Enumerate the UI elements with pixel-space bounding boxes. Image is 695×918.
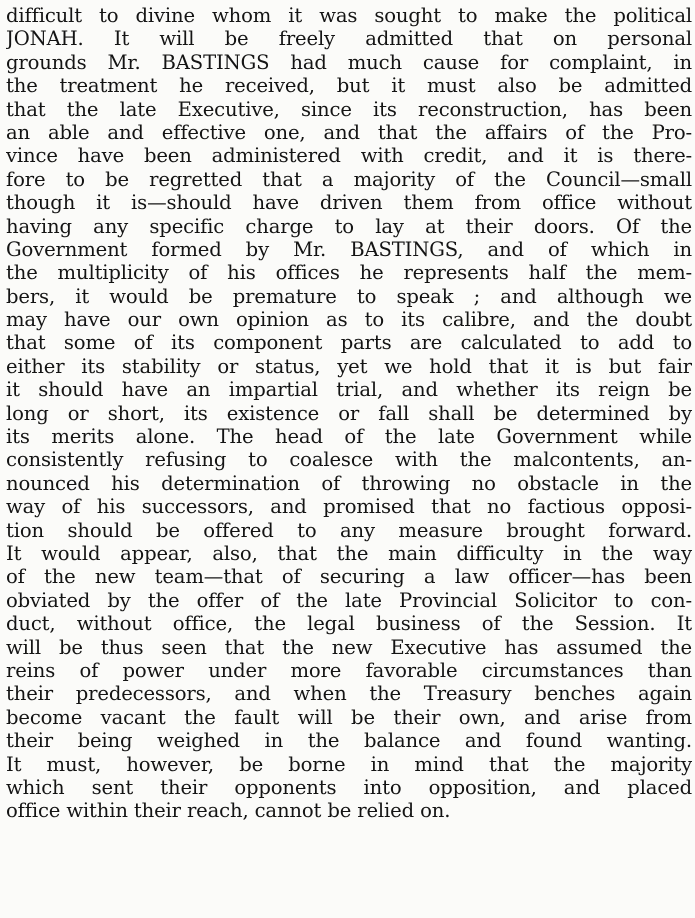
- article-line: fore to be regretted that a majority of the Council—small: [6, 167, 692, 191]
- article-line: that the late Executive, since its reconstruction, has been: [6, 97, 692, 121]
- article-line: office within their reach, cannot be relied on.: [6, 799, 451, 823]
- article-line: that some of its component parts are calculated to add to: [6, 331, 692, 355]
- article-line: may have our own opinion as to its calibre, and the doubt: [6, 308, 692, 332]
- article-line: Government formed by Mr. BASTINGS, and of which in: [6, 237, 692, 261]
- article-line: an able and effective one, and that the affairs of the Pro-: [6, 120, 692, 144]
- article-line: consistently refusing to coalesce with the malcontents, an-: [6, 448, 692, 472]
- article-line: it should have an impartial trial, and whether its reign be: [6, 378, 692, 402]
- article-line: either its stability or status, yet we hold that it is but fair: [6, 354, 692, 378]
- article-line: It would appear, also, that the main difficulty in the way: [6, 541, 692, 565]
- article-line: will be thus seen that the new Executive has assumed the: [6, 635, 692, 659]
- article-line: duct, without office, the legal business of the Session. It: [6, 612, 692, 636]
- article-body: [6, 4, 692, 823]
- article-line: bers, it would be premature to speak ; and although we: [6, 284, 692, 308]
- article-line: reins of power under more favorable circumstances than: [6, 658, 692, 682]
- article-line: their being weighed in the balance and found wanting.: [6, 729, 692, 753]
- article-line: nounced his determination of throwing no obstacle in the: [6, 471, 692, 495]
- article-line: their predecessors, and when the Treasury benches again: [6, 682, 692, 706]
- article-line: grounds Mr. BASTINGS had much cause for complaint, in: [6, 50, 692, 74]
- article-line: become vacant the fault will be their own, and arise from: [6, 705, 692, 729]
- article-line: of the new team—that of securing a law officer—has been: [6, 565, 692, 589]
- article-line: having any specific charge to lay at their doors. Of the: [6, 214, 692, 238]
- article-line: the treatment he received, but it must also be admitted: [6, 74, 692, 98]
- article-line: tion should be offered to any measure brought forward.: [6, 518, 692, 542]
- article-line: though it is—should have driven them from office without: [6, 191, 692, 215]
- article-line: long or short, its existence or fall shall be determined by: [6, 401, 692, 425]
- article-line: the multiplicity of his offices he represents half the mem-: [6, 261, 692, 285]
- article-line: which sent their opponents into opposition, and placed: [6, 775, 692, 799]
- article-line: JONAH. It will be freely admitted that on personal: [6, 27, 692, 51]
- article-line: vince have been administered with credit, and it is there-: [6, 144, 692, 168]
- article-line: way of his successors, and promised that no factious opposi-: [6, 495, 692, 519]
- article-line: difficult to divine whom it was sought to make the political: [6, 4, 692, 27]
- article-line: It must, however, be borne in mind that the majority: [6, 752, 692, 776]
- article-line: obviated by the offer of the late Provincial Solicitor to con-: [6, 588, 692, 612]
- article-line: its merits alone. The head of the late Government while: [6, 425, 692, 449]
